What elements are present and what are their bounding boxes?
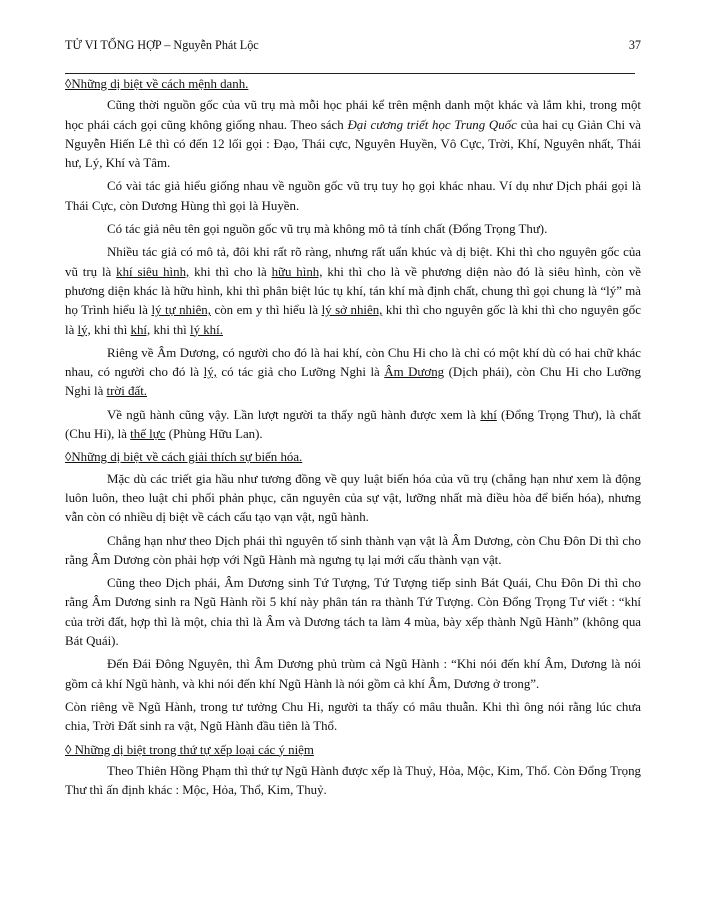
- page-number: 37: [628, 38, 641, 52]
- paragraph: Về ngũ hành cũng vậy. Lần lượt người ta thấy ngũ hành được xem là khí (Đổng Trọng Thư), là chất (Chu Hi), là thế lực (Phùng Hữu Lan).: [65, 407, 641, 442]
- paragraph: Cũng thời nguồn gốc của vũ trụ mà mỗi học phái kể trên mệnh danh một khác và lắm khi, trong một học phái cách gọi cũng không giống nhau. Theo sách Đại cương triết học Trung Quốc của hai cụ Giản Chi và Nguyễn Hiến Lê thì có đến 12 lối gọi : Đạo, Thái cực, Nguyên Huyền, Vô Cực, Trời, Khí, Nguyên nhất, Thái hư, Lý, Khí và Tâm.: [65, 98, 641, 171]
- underlined-term: thế lực: [130, 427, 166, 442]
- paragraph: Cũng theo Dịch phái, Âm Dương sinh Tứ Tượng, Tứ Tượng tiếp sinh Bát Quái, Chu Đôn Di thì cho rằng Âm Dương sinh ra Ngũ Hành rồi 5 khí này phân tán ra thành Tứ Tượng. Còn Đổng Trọng Tư viết : “khí của trời đất, hợp thì là một, chia thì là Âm và Dương tách ta làm 4 mùa, bày xếp thành Ngũ Hành” (không qua Bát Quái).: [65, 576, 641, 649]
- paragraph: Chẳng hạn như theo Dịch phái thì nguyên tố sinh thành vạn vật là Âm Dương, còn Chu Đôn Di thì cho rằng Âm Dương còn phải hợp với Ngũ Hành mà ngưng tụ lại mới cấu thành vạn vật.: [65, 533, 641, 567]
- section-heading-transformation: ◊Những dị biệt về cách giải thích sự biến hóa.: [65, 450, 303, 465]
- underlined-term: lý khí.: [189, 322, 223, 337]
- paragraph: Riêng về Âm Dương, có người cho đó là hai khí, còn Chu Hi cho là chỉ có một khí dù có hai chữ khác nhau, có người cho đó là lý, có tác giả cho Lưỡng Nghi là Âm Dương (Dịch phái), còn Chu Hi cho Lưỡng Nghi là trời đất.: [65, 345, 641, 399]
- document-page: [65, 38, 641, 804]
- section-heading-naming: ◊Những dị biệt về cách mệnh danh.: [65, 77, 249, 91]
- underlined-term: hữu hình,: [271, 264, 323, 279]
- book-title-italic: Đại cương triết học Trung Quốc: [347, 117, 517, 132]
- paragraph: Mặc dù các triết gia hầu như tương đồng về quy luật biến hóa của vũ trụ (chẳng hạn như xem là động luôn luôn, theo luật chi phối phản phục, căn nguyên của sự vật, lưỡng nhất mà điều hòa để biến hóa), nhưng vẫn còn có nhiều dị biệt về cách cấu tạo vạn vật, ngũ hành.: [65, 471, 641, 525]
- paragraph: Nhiều tác giả có mô tả, đôi khi rất rõ ràng, nhưng rất uẩn khúc và dị biệt. Khi thì cho nguyên gốc của vũ trụ là khí siêu hình, khi thì cho là hữu hình, khi thì cho là về phương diện nào đó là siêu hình, còn về phương diện khác là hữu hình, khi thì phân biệt lúc tụ khí, tán khí mà định chất, chung thì gọi chung là “lý” mà họ Trình hiểu là lý tự nhiên, còn em y thì hiểu là lý sở nhiên, khi thì cho nguyên gốc là khi thì cho nguyên gốc là lý, khi thì khí, khi thì lý khí.: [65, 245, 642, 337]
- underlined-term: lý,: [77, 322, 91, 337]
- section-heading-ordering: ◊ Những dị biệt trong thứ tự xếp loại các ý niệm: [65, 742, 314, 757]
- underlined-term: lý tự nhiên,: [151, 303, 211, 318]
- paragraph: Có tác giả nêu tên gọi nguồn gốc vũ trụ mà không mô tả tính chất (Đổng Trọng Thư).: [107, 222, 548, 237]
- document-body: [65, 75, 641, 800]
- underlined-term: khí,: [130, 322, 151, 337]
- paragraph: Còn riêng về Ngũ Hành, trong tư tưởng Chu Hi, người ta thấy có mâu thuẫn. Khi thì ông nói rằng lúc chưa chia, Trời Đất sinh ra vật, Ngũ Hành đầu tiên là Thổ.: [65, 699, 641, 734]
- underlined-term: Âm Dương: [384, 365, 445, 380]
- running-header: [65, 38, 641, 58]
- paragraph: Theo Thiên Hồng Phạm thì thứ tự Ngũ Hành được xếp là Thuỷ, Hỏa, Mộc, Kim, Thổ. Còn Đổng Trọng Thư thì ấn định khác : Mộc, Hỏa, Thổ, Kim, Thuỷ.: [65, 763, 641, 798]
- paragraph: Có vài tác giả hiểu giống nhau về nguồn gốc vũ trụ tuy họ gọi khác nhau. Ví dụ như Dịch phái gọi là Thái Cực, còn Dương Hùng thì gọi là Huyền.: [65, 179, 641, 213]
- book-title: TỬ VI TỔNG HỢP – Nguyễn Phát Lộc: [65, 38, 259, 52]
- underlined-term: lý sở nhiên,: [321, 303, 383, 318]
- underlined-term: trời đất.: [106, 384, 147, 399]
- header-rule: [65, 73, 635, 74]
- underlined-term: khí: [480, 407, 497, 422]
- underlined-term: khí siêu hình,: [116, 264, 190, 279]
- underlined-term: lý,: [203, 365, 217, 380]
- paragraph: Đến Đái Đông Nguyên, thì Âm Dương phủ trùm cả Ngũ Hành : “Khi nói đến khí Âm, Dương là nói gồm cả khí Ngũ hành, và khi nói đến khí Ngũ Hành là nói gồm cả khí Âm, Dương ở trong”.: [65, 657, 641, 691]
